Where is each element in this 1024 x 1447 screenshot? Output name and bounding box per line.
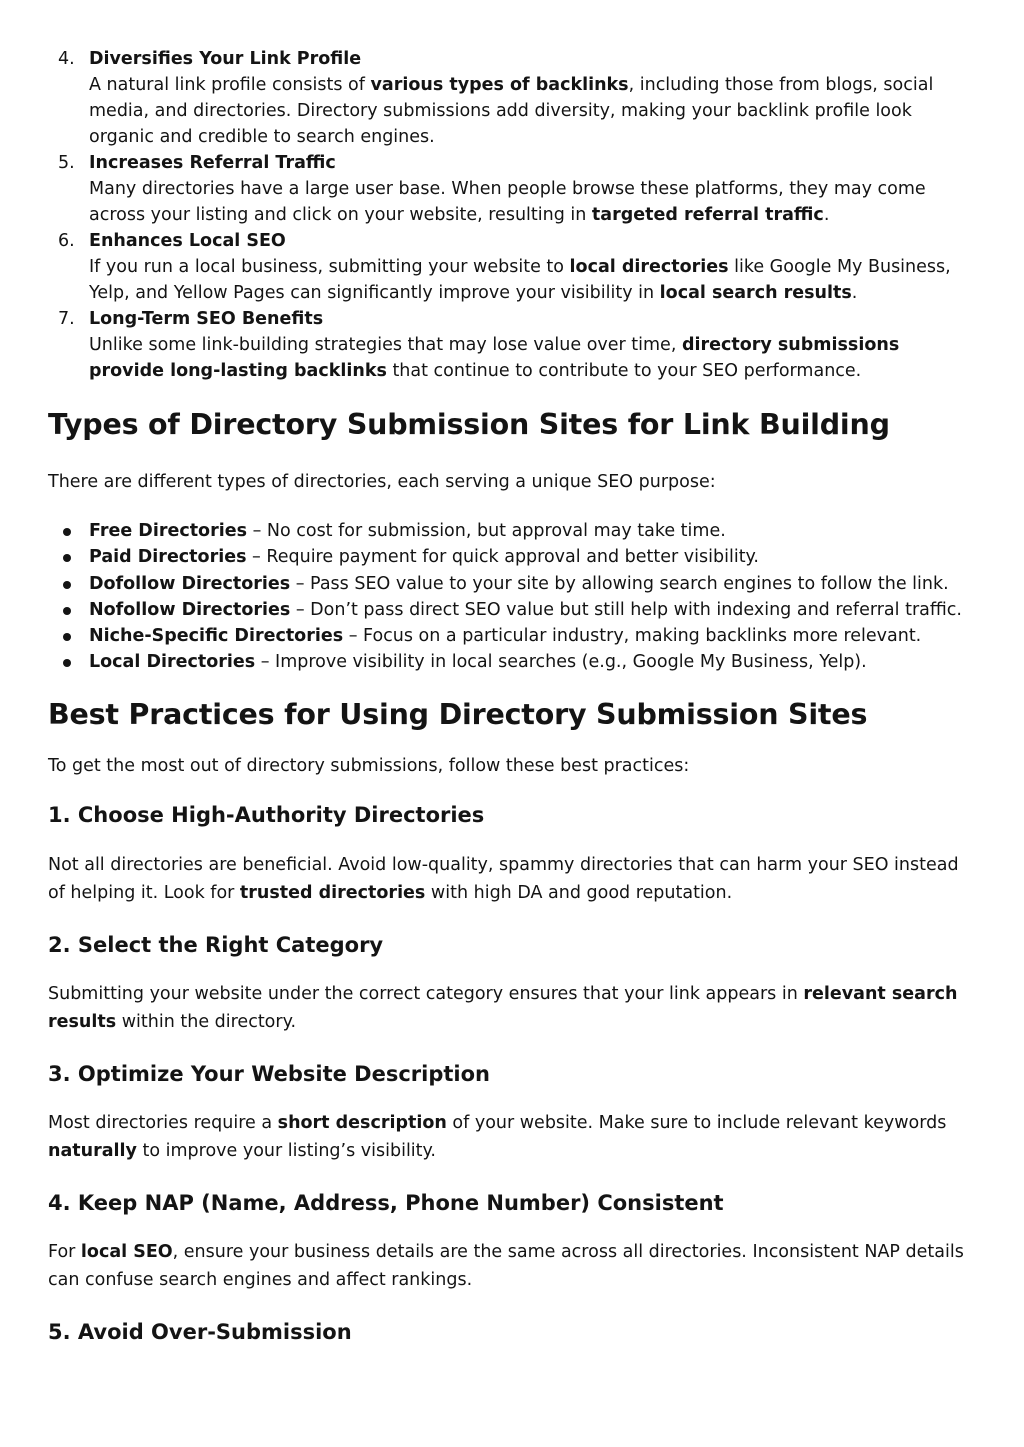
text: to improve your listing’s visibility. [136,1140,436,1161]
practice-1-body [48,851,978,907]
benefits-list [48,46,978,384]
practice-2-title: 2. Select the Right Category [48,932,384,957]
text: Not all directories are beneficial. Avoid low-quality, spammy directories that can harm your SEO instead of helping it. Look for [48,854,959,903]
bullet-icon [63,659,71,667]
description: – Don’t pass direct SEO value but still help with indexing and referral traffic. [290,599,962,620]
term: Paid Directories [89,547,247,568]
list-item [48,306,978,384]
text: , including those from blogs, social media, and directories. Directory submissions add diversity, making your backlink profile look organic and credible to search engines. [89,75,934,147]
bullet-icon [63,554,71,562]
term: Niche-Specific Directories [89,626,344,647]
item-title: Increases Referral Traffic [89,153,336,173]
bold-text: local directories [569,257,729,277]
text: Submitting your website under the correct category ensures that your link appears in [48,983,804,1004]
text: within the directory. [116,1011,297,1032]
term: Dofollow Directories [89,573,291,594]
bullet-icon [63,633,71,641]
bullet-icon [63,607,71,615]
item-number: 4. [58,49,75,69]
practice-1-title: 1. Choose High-Authority Directories [48,802,485,827]
description: – No cost for submission, but approval may take time. [247,521,726,541]
list-item [48,597,978,623]
text: Many directories have a large user base. When people browse these platforms, they may come across your listing and click on your website, resulting in [89,179,926,225]
text: . [851,283,858,303]
item-body [89,254,978,306]
practices-intro: To get the most out of directory submissions, follow these best practices: [48,755,690,776]
bold-text: local search results [659,283,852,303]
bold-text: trusted directories [239,882,426,903]
text: A natural link profile consists of [89,75,371,95]
item-body [89,176,978,228]
types-heading: Types of Directory Submission Sites for Link Building [48,408,890,441]
item-number: 5. [58,153,75,173]
list-item [48,623,978,649]
list-item [48,649,978,675]
term: Free Directories [89,521,247,541]
item-title: Long-Term SEO Benefits [89,309,324,329]
bold-text: naturally [48,1140,137,1161]
text: For [48,1241,81,1262]
text: , ensure your business details are the same across all directories. Inconsistent NAP details can confuse search engines and affect rankings. [48,1241,964,1290]
text: that continue to contribute to your SEO performance. [386,361,862,381]
item-body [89,332,978,384]
list-item [48,228,978,306]
practice-5-title: 5. Avoid Over-Submission [48,1319,352,1344]
text: If you run a local business, submitting your website to [89,257,570,277]
bullet-icon [63,581,71,589]
list-item [48,518,978,544]
item-body [89,72,978,150]
bold-text: local SEO [80,1241,173,1262]
item-number: 6. [58,231,75,251]
directory-types-list [48,518,978,676]
practice-2-body [48,980,978,1036]
practice-4-body [48,1238,978,1294]
description: – Pass SEO value to your site by allowing search engines to follow the link. [290,573,949,594]
practice-3-body [48,1109,978,1165]
text: Most directories require a [48,1112,278,1133]
list-item [48,46,978,150]
bold-text: relevant search results [48,983,958,1032]
bold-text: various types of backlinks [370,75,629,95]
term: Nofollow Directories [89,599,291,620]
item-title: Diversifies Your Link Profile [89,49,362,69]
item-title: Enhances Local SEO [89,231,286,251]
practice-3-title: 3. Optimize Your Website Description [48,1061,491,1086]
item-number: 7. [58,309,75,329]
text: . [823,205,830,225]
term: Local Directories [89,652,256,673]
list-item [48,150,978,228]
bullet-icon [63,528,71,536]
list-item [48,571,978,597]
practice-4-title: 4. Keep NAP (Name, Address, Phone Number) Consistent [48,1190,724,1215]
types-intro: There are different types of directories, each serving a unique SEO purpose: [48,472,716,492]
description: – Require payment for quick approval and better visibility. [246,547,759,568]
description: – Focus on a particular industry, making backlinks more relevant. [343,626,922,647]
text: like Google My Business, Yelp, and Yellow Pages can significantly improve your visibility in [89,257,951,303]
list-item [48,544,978,570]
bold-text: directory submissions provide long-lasting backlinks [89,335,900,381]
text: with high DA and good reputation. [425,882,733,903]
bold-text: targeted referral traffic [591,205,824,225]
text: of your website. Make sure to include relevant keywords [446,1112,947,1133]
practices-heading: Best Practices for Using Directory Submission Sites [48,697,868,731]
description: – Improve visibility in local searches (e.g., Google My Business, Yelp). [255,652,867,673]
document-content [48,46,978,1347]
bold-text: short description [277,1112,447,1133]
text: Unlike some link-building strategies that may lose value over time, [89,335,682,355]
